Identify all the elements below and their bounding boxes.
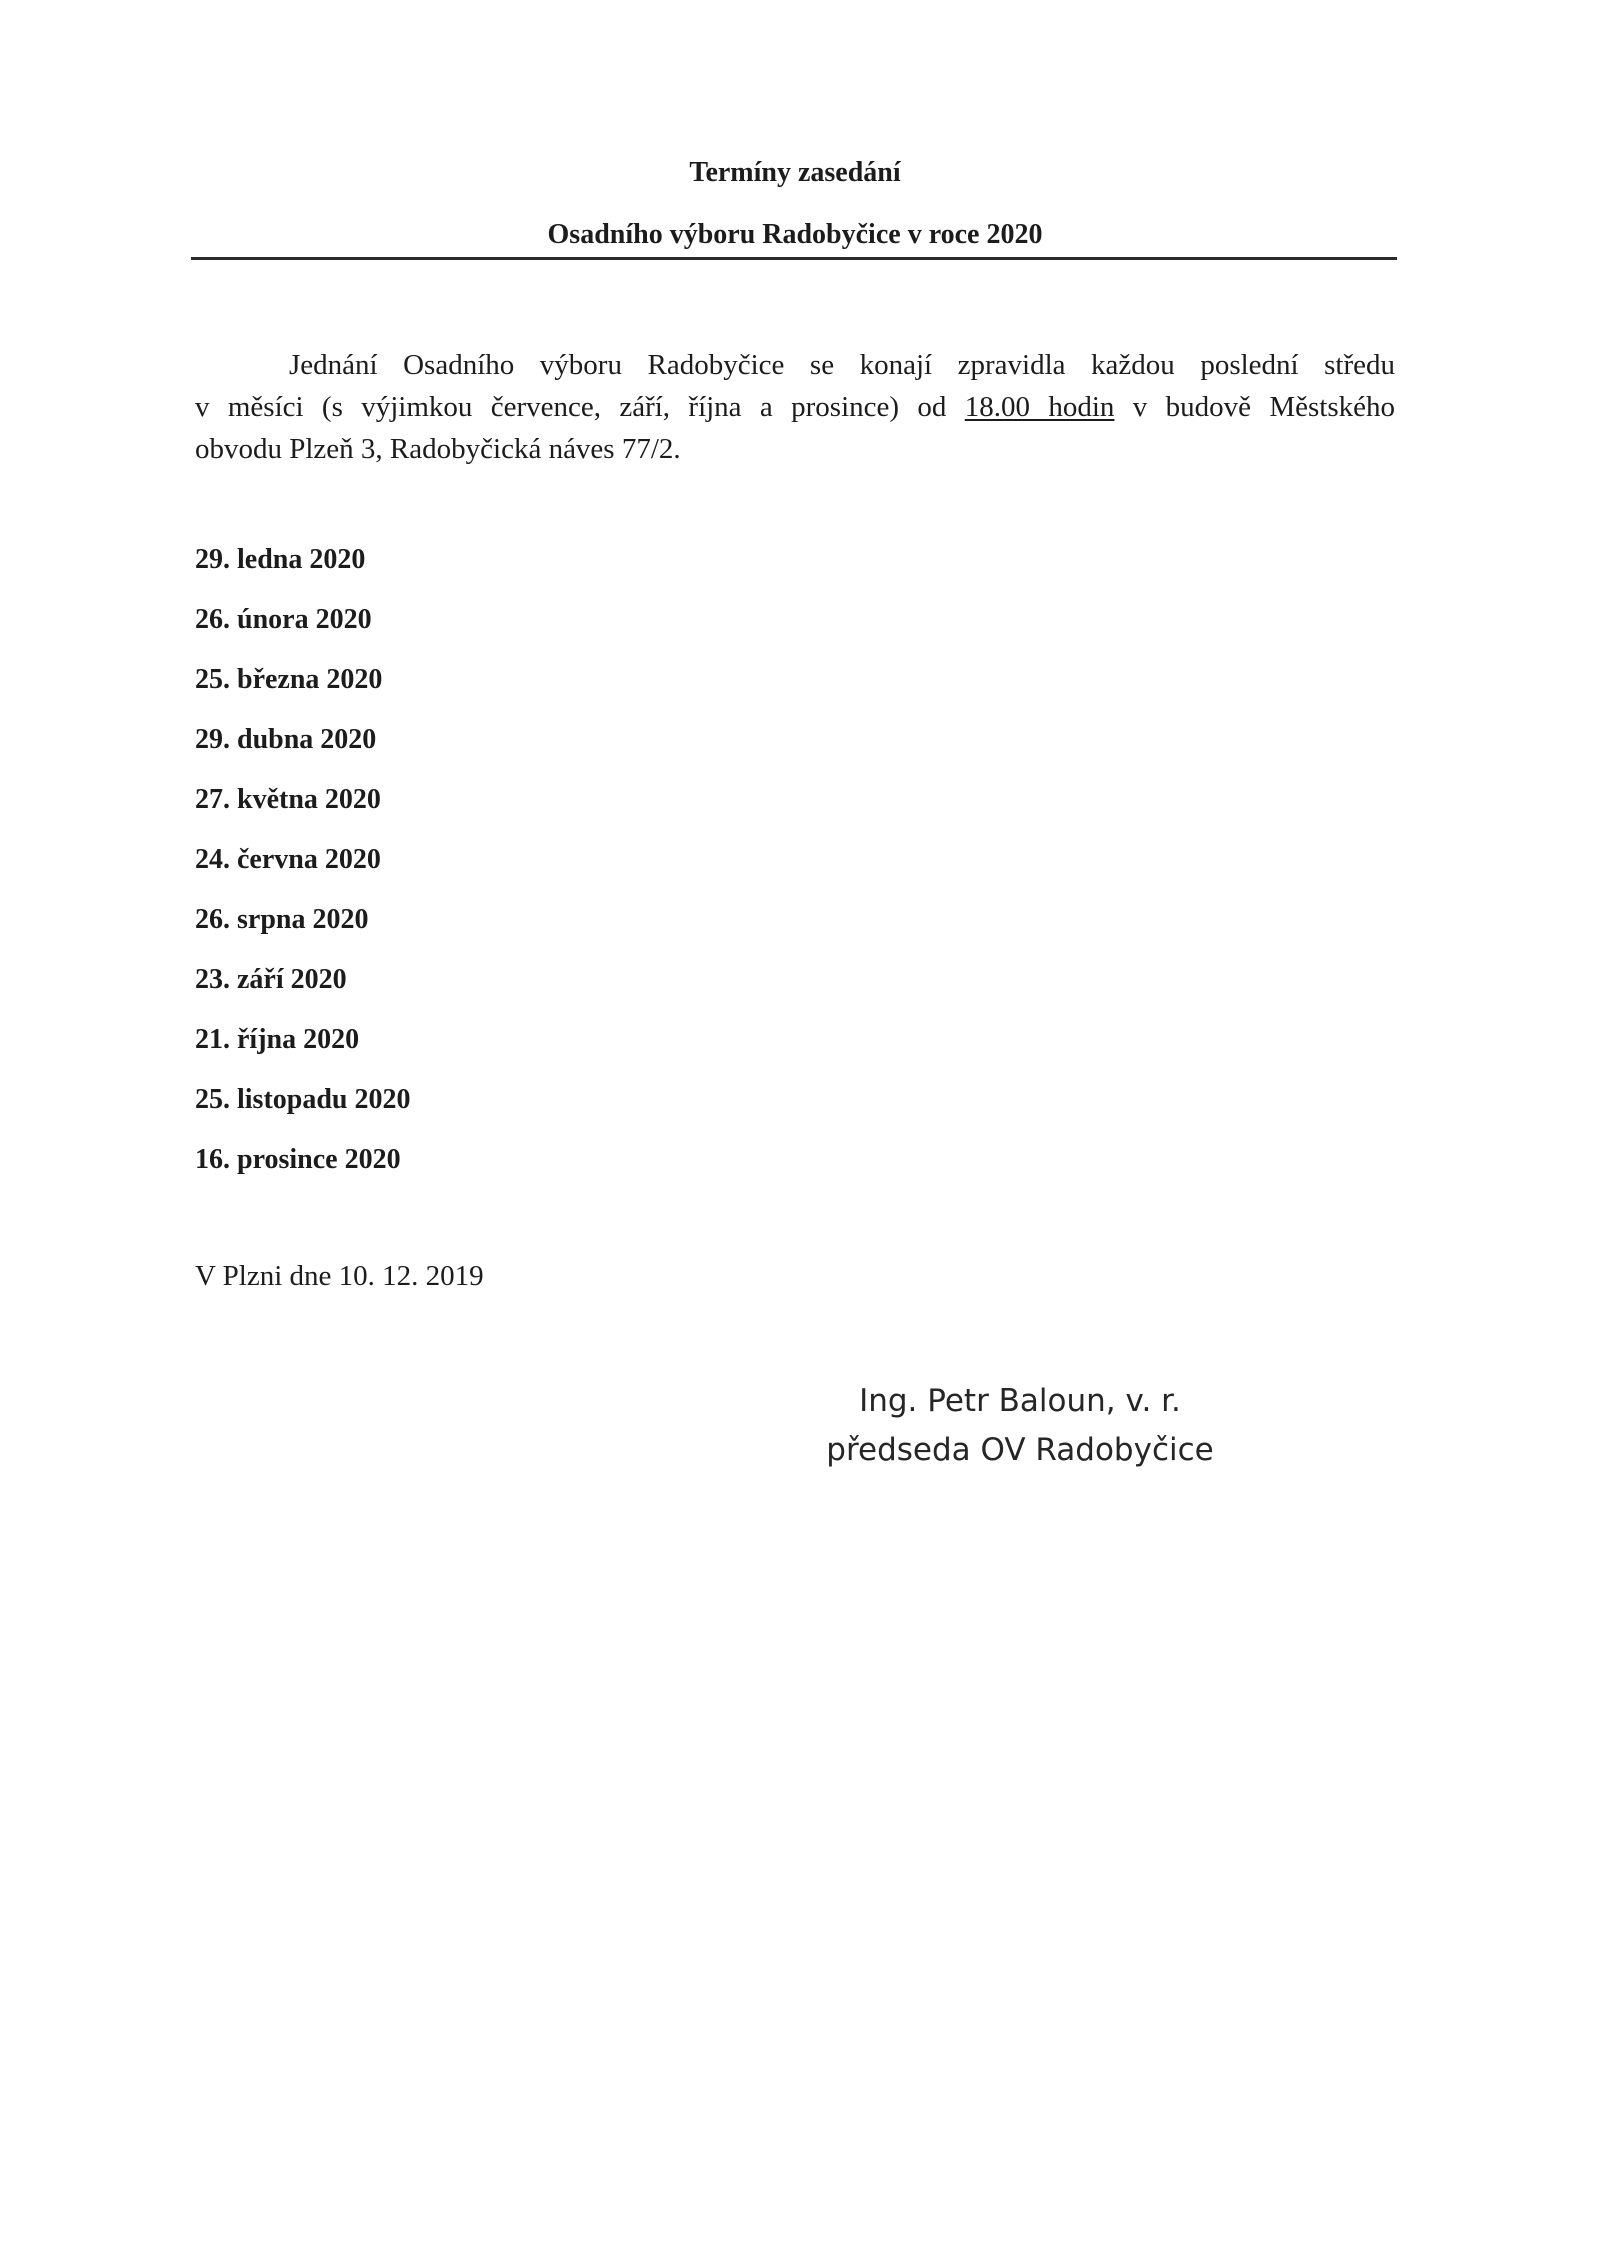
signatory-role: předseda OV Radobyčice	[826, 1432, 1214, 1468]
place-and-date: V Plzni dne 10. 12. 2019	[195, 1260, 484, 1292]
intro-line-2	[195, 386, 1395, 428]
meeting-date: 25. března 2020	[195, 664, 383, 695]
meeting-date: 29. ledna 2020	[195, 544, 366, 575]
meeting-date: 16. prosince 2020	[195, 1144, 401, 1175]
meeting-date: 29. dubna 2020	[195, 724, 377, 755]
meeting-date: 24. června 2020	[195, 844, 381, 875]
meeting-date: 26. února 2020	[195, 604, 372, 635]
intro-line-1: Jednání Osadního výboru Radobyčice se konají zpravidla každou poslední středu	[289, 349, 1395, 381]
document-subtitle: Osadního výboru Radobyčice v roce 2020	[547, 219, 1043, 250]
intro-line-3: obvodu Plzeň 3, Radobyčická náves 77/2.	[195, 433, 681, 465]
intro-line-2-end: v budově Městského	[1114, 391, 1396, 423]
title-underline-rule	[191, 257, 1397, 260]
meeting-date: 26. srpna 2020	[195, 904, 369, 935]
meeting-date: 23. září 2020	[195, 964, 347, 995]
intro-paragraph	[195, 344, 1395, 470]
meeting-date: 25. listopadu 2020	[195, 1084, 411, 1115]
intro-line-2-start: v měsíci (s výjimkou července, září, října a prosince) od	[195, 391, 965, 423]
meeting-dates-list	[195, 540, 411, 1200]
meeting-time: 18.00 hodin	[964, 391, 1115, 423]
signatory-name: Ing. Petr Baloun, v. r.	[859, 1383, 1181, 1419]
document-title: Termíny zasedání	[689, 157, 901, 188]
meeting-date: 21. října 2020	[195, 1024, 360, 1055]
meeting-date: 27. května 2020	[195, 784, 381, 815]
